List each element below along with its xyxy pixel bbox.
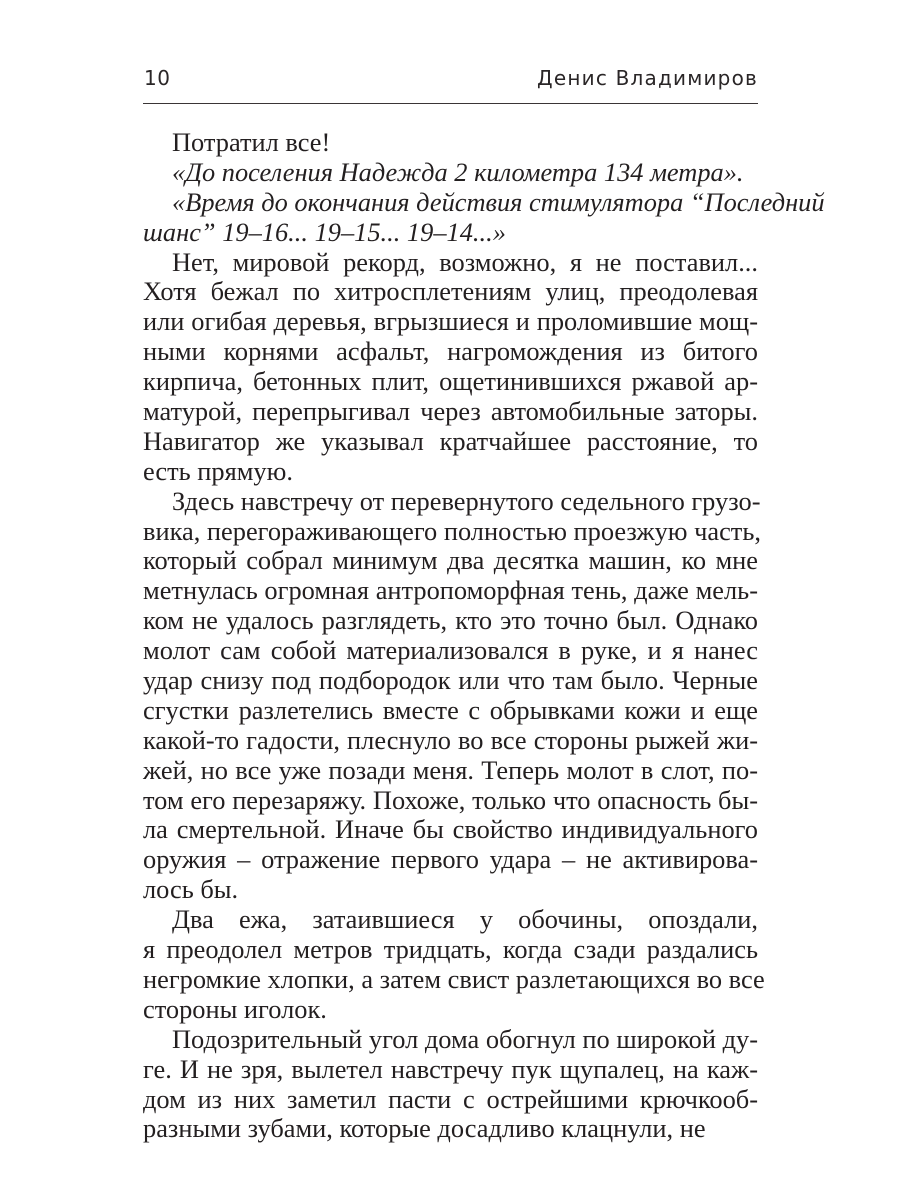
paragraph: [143, 158, 758, 188]
paragraph: [143, 128, 758, 158]
text-line: ге. И не зря, вылетел навстречу пук щупалец, на каж-: [143, 1053, 758, 1084]
text-line: ком не удалось разглядеть, кто это точно был. Однако: [143, 605, 758, 636]
text-line: «До поселения Надежда 2 километра 134 метра».: [172, 156, 744, 187]
text-line: удар снизу под подбородок или что там было. Черные: [143, 665, 758, 696]
text-line: Потратил все!: [172, 127, 331, 157]
running-header: [143, 66, 758, 100]
body-text: [143, 127, 825, 1144]
text-line: вика, перегораживающего полностью проезжую часть,: [143, 515, 761, 546]
text-line: лось бы.: [143, 874, 239, 905]
text-line: Хотя бежал по хитросплетениям улиц, преодолевая: [143, 276, 758, 307]
text-line: Подозрительный угол дома обогнул по широкой ду-: [172, 1023, 758, 1054]
text-line: я преодолел метров тридцать, когда сзади раздались: [143, 934, 758, 965]
text-line: который собрал минимум два десятка машин, ко мне: [143, 545, 758, 576]
text-line: Навигатор же указывал кратчайшее расстояние, то: [143, 425, 758, 456]
text-line: ла смертельной. Иначе бы свойство индивидуального: [143, 814, 758, 845]
text-line: стороны иголок.: [143, 993, 327, 1024]
header-rule: [143, 103, 758, 104]
text-line: оружия – отражение первого удара – не активирова-: [143, 844, 758, 875]
text-line: метнулась огромная антропоморфная тень, даже мель-: [143, 575, 758, 606]
paragraph: [143, 186, 825, 248]
text-line: дом из них заметил пасти с острейшими крючкооб-: [143, 1083, 758, 1114]
text-line: шанс” 19–16... 19–15... 19–14...»: [143, 216, 506, 247]
text-line: Два ежа, затаившиеся у обочины, опоздали,: [172, 904, 758, 935]
text-line: ными корнями асфальт, нагромождения из битого: [143, 336, 758, 367]
book-page: [143, 0, 825, 1200]
page-number: 10: [144, 66, 171, 90]
text-line: сгустки разлетелись вместе с обрывками кожи и еще: [143, 694, 758, 725]
text-line: Здесь навстречу от перевернутого седельного грузо-: [172, 485, 761, 516]
text-line: какой-то гадости, плеснуло во все стороны рыжей жи-: [143, 724, 758, 755]
paragraph: [143, 485, 761, 905]
text-line: Нет, мировой рекорд, возможно, я не поставил...: [172, 246, 758, 277]
text-line: матурой, перепрыгивал через автомобильные заторы.: [143, 396, 758, 427]
paragraph: [143, 904, 765, 1025]
text-line: кирпича, бетонных плит, ощетинившихся ржавой ар-: [143, 366, 758, 397]
paragraph: [143, 1025, 758, 1145]
text-line: есть прямую.: [143, 455, 293, 486]
author-name: Денис Владимиров: [537, 66, 758, 90]
text-line: или огибая деревья, вгрызшиеся и проломившие мощ-: [143, 306, 758, 337]
text-line: том его перезаряжу. Похоже, только что опасность бы-: [143, 784, 758, 815]
paragraph: [143, 248, 758, 487]
text-line: «Время до окончания действия стимулятора “Последний: [172, 186, 825, 217]
text-line: молот сам собой материализовался в руке, и я нанес: [143, 635, 758, 666]
text-line: разными зубами, которые досадливо клацнули, не: [143, 1113, 706, 1144]
text-line: негромкие хлопки, а затем свист разлетающихся во все: [143, 963, 765, 994]
text-line: жей, но все уже позади меня. Теперь молот в слот, по-: [143, 754, 758, 785]
